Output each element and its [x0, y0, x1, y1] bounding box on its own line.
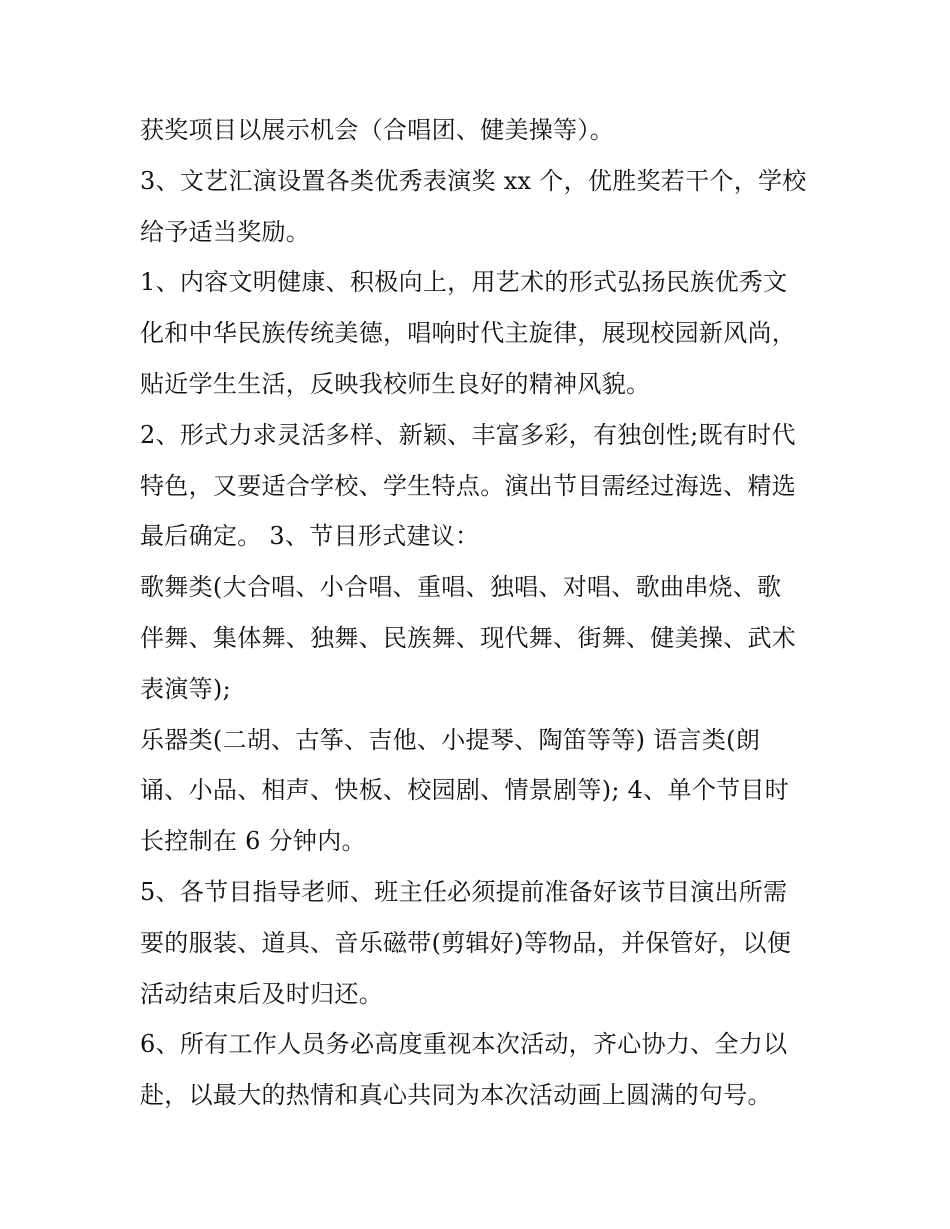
text-line: 特色，又要适合学校、学生特点。演出节目需经过海选、精选	[140, 471, 797, 500]
text-line: 要的服装、道具、音乐磁带(剪辑好)等物品，并保管好，以便	[140, 928, 792, 957]
text-line: 乐器类(二胡、古筝、吉他、小提琴、陶笛等等) 语言类(朗	[140, 725, 761, 754]
text-line: 1、内容文明健康、积极向上，用艺术的形式弘扬民族优秀文	[140, 268, 788, 297]
text-line: 长控制在 6 分钟内。	[140, 827, 366, 856]
text-line: 伴舞、集体舞、独舞、民族舞、现代舞、街舞、健美操、武术	[140, 623, 797, 652]
text-line: 给予适当奖励。	[140, 217, 311, 246]
text-line: 5、各节目指导老师、班主任必须提前准备好该节目演出所需	[140, 877, 788, 906]
text-line: 6、所有工作人员务必高度重视本次活动，齐心协力、全力以	[140, 1030, 788, 1059]
text-line: 赴，以最大的热情和真心共同为本次活动画上圆满的句号。	[140, 1081, 772, 1110]
text-line: 歌舞类(大合唱、小合唱、重唱、独唱、对唱、歌曲串烧、歌	[140, 573, 782, 602]
text-line: 活动结束后及时归还。	[140, 979, 383, 1008]
text-line: 最后确定。 3、节目形式建议：	[140, 522, 480, 551]
text-line: 2、形式力求灵活多样、新颖、丰富多彩，有独创性;既有时代	[140, 420, 796, 449]
text-line: 化和中华民族传统美德，唱响时代主旋律，展现校园新风尚，	[140, 319, 797, 348]
text-line: 诵、小品、相声、快板、校园剧、情景剧等); 4、单个节目时	[140, 776, 790, 805]
text-line: 贴近学生生活，反映我校师生良好的精神风貌。	[140, 369, 651, 398]
text-line: 获奖项目以展示机会（合唱团、健美操等）。	[140, 116, 614, 144]
text-line: 表演等);	[140, 674, 231, 703]
text-line: 3、文艺汇演设置各类优秀表演奖 xx 个，优胜奖若干个，学校	[140, 166, 807, 195]
document-body	[140, 105, 820, 1121]
